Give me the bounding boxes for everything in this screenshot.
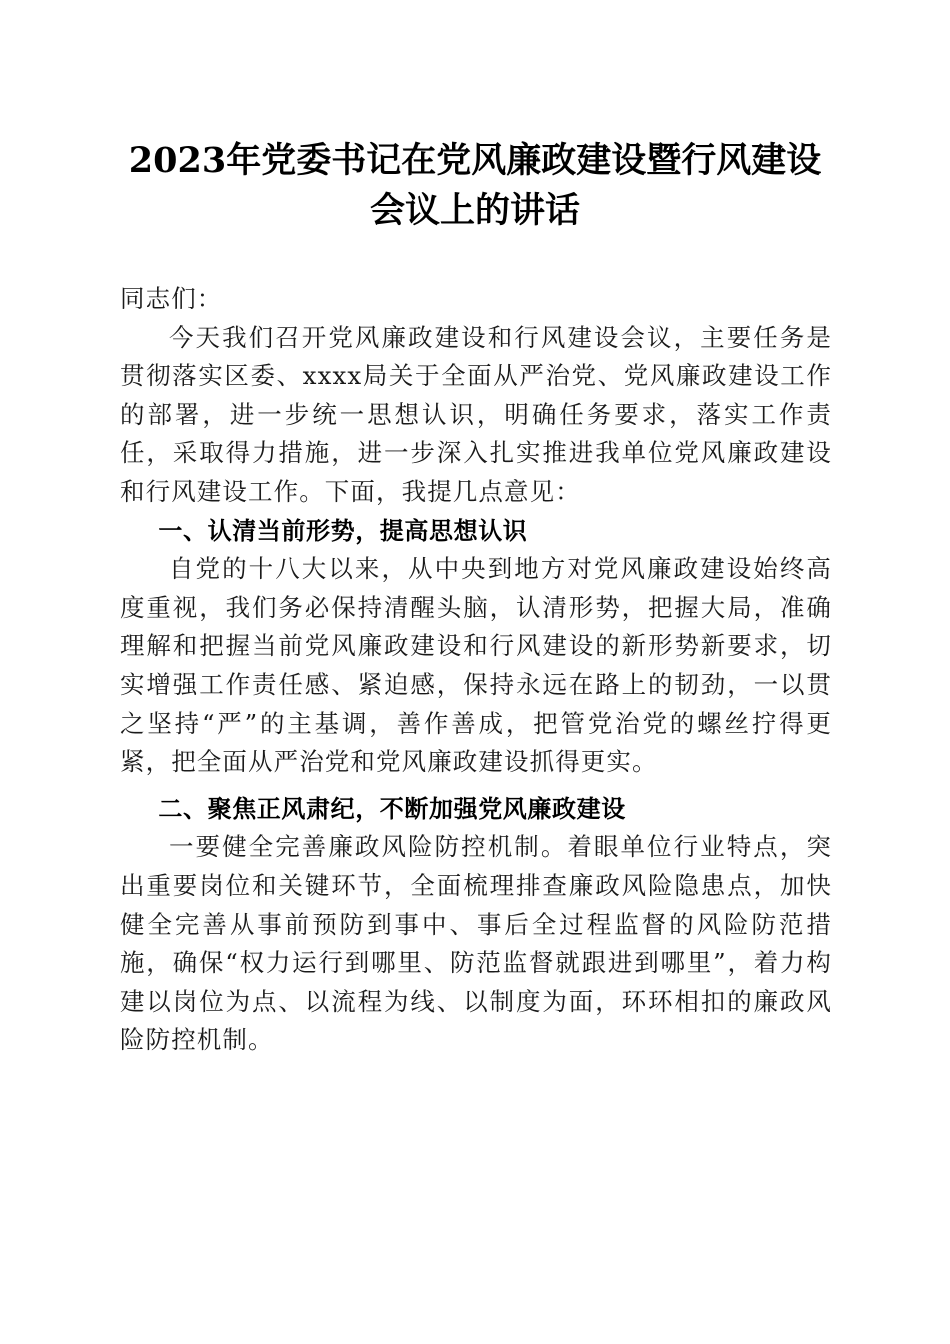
section-1-paragraph: 自党的十八大以来，从中央到地方对党风廉政建设始终高度重视，我们务必保持清醒头脑，认清形势，把握大局，准确理解和把握当前党风廉政建设和行风建设的新形势新要求，切实增强工作责任感、紧迫感，保持永远在路上的韧劲，一以贯之坚持“严”的主基调，善作善成，把管党治党的螺丝拧得更紧，把全面从严治党和党风廉政建设抓得更实。 — [120, 554, 832, 777]
title-line-2: 会议上的讲话 — [369, 190, 580, 231]
document-title — [100, 136, 850, 236]
title-line-1: 2023年党委书记在党风廉政建设暨行风建设 — [128, 140, 822, 181]
intro-paragraph: 今天我们召开党风廉政建设和行风建设会议，主要任务是贯彻落实区委、xxxx局关于全面从严治党、党风廉政建设工作的部署，进一步统一思想认识，明确任务要求，落实工作责任，采取得力措施，进一步深入扎实推进我单位党风廉政建设和行风建设工作。下面，我提几点意见： — [120, 322, 832, 506]
section-2-heading: 二、聚焦正风肃纪，不断加强党风廉政建设 — [158, 794, 626, 823]
section-2-paragraph: 一要健全完善廉政风险防控机制。着眼单位行业特点，突出重要岗位和关键环节，全面梳理排查廉政风险隐患点，加快健全完善从事前预防到事中、事后全过程监督的风险防范措施，确保“权力运行到哪里、防范监督就跟进到哪里”，着力构建以岗位为点、以流程为线、以制度为面，环环相扣的廉政风险防控机制。 — [120, 832, 832, 1055]
document-body — [120, 280, 832, 1060]
salutation: 同志们： — [120, 284, 223, 313]
section-1-heading: 一、认清当前形势，提高思想认识 — [158, 516, 528, 545]
